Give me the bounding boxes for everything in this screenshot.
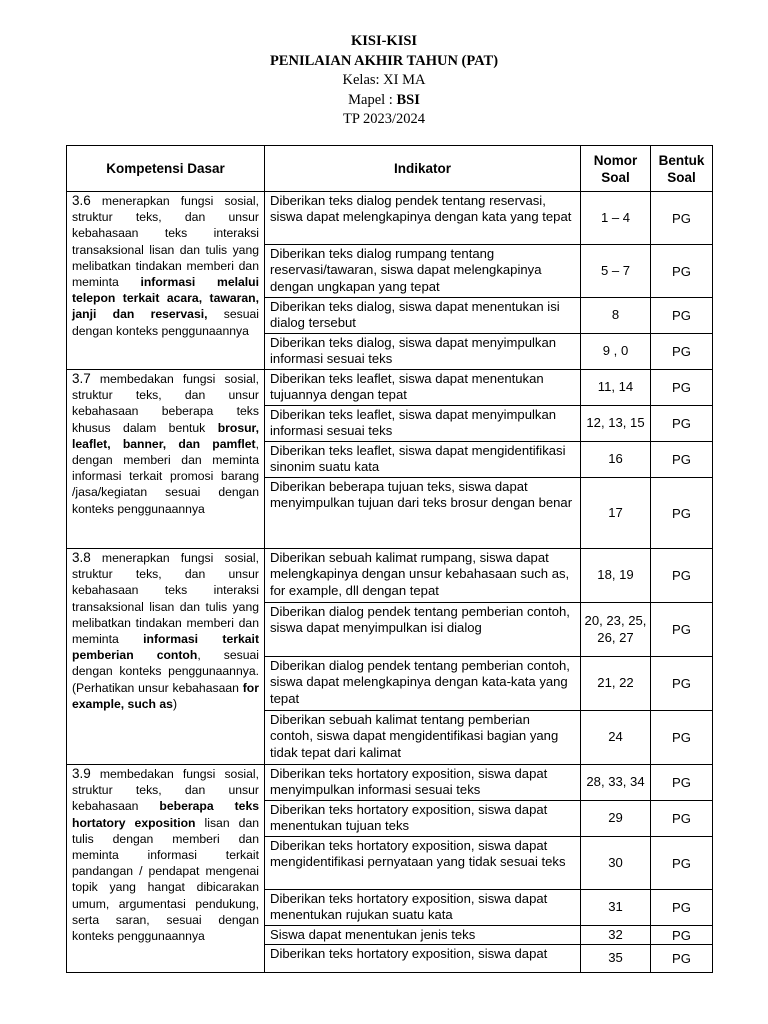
bentuk-soal-cell: PG [651,549,713,603]
kompetensi-dasar-cell [67,192,265,370]
table-row [67,549,713,603]
kd-number: 3.8 [72,550,91,565]
document-header [0,32,768,130]
kd-text: , dengan memberi dan meminta informasi terkait promosi barang /jasa/kegiatan sesuai dengan konteks penggunaannya [72,436,259,516]
kompetensi-dasar-cell [67,370,265,549]
indikator-cell: Diberikan teks hortatory exposition, siswa dapat menentukan tujuan teks [265,801,581,837]
bentuk-soal-cell: PG [651,801,713,837]
bentuk-soal-cell: PG [651,192,713,245]
nomor-soal-cell: 20, 23, 25, 26, 27 [581,603,651,657]
indikator-cell: Diberikan dialog pendek tentang pemberian contoh, siswa dapat melengkapinya dengan kata-kata yang tepat [265,657,581,711]
bentuk-soal-cell: PG [651,890,713,926]
kd-text: brosur, leaflet, banner, dan pamflet [72,420,259,451]
kd-text: sesuai dengan konteks penggunaannya [72,307,259,338]
nomor-soal-cell: 9 , 0 [581,334,651,370]
kd-number: 3.7 [72,371,91,386]
kd-number: 3.6 [72,193,91,208]
bentuk-soal-cell: PG [651,334,713,370]
bentuk-soal-cell: PG [651,711,713,765]
bentuk-soal-cell: PG [651,245,713,298]
kd-text: lisan dan tulis dengan memberi dan meminta informasi terkait pandangan / pendapat mengenai topik yang hangat dibicarakan umum, argumentasi pendukung, serta saran, sesuai dengan konteks penggunaannya [72,815,260,944]
doc-subtitle: PENILAIAN AKHIR TAHUN (PAT) [269,52,499,69]
kd-text: ) [172,696,178,711]
indikator-cell: Diberikan teks leaflet, siswa dapat mengidentifikasi sinonim suatu kata [265,442,581,478]
indikator-cell: Diberikan teks hortatory exposition, siswa dapat [265,945,581,973]
indikator-cell: Diberikan teks leaflet, siswa dapat menyimpulkan informasi sesuai teks [265,406,581,442]
header-bentuk-soal: Bentuk Soal [651,146,713,192]
class-line: Kelas: XI MA [342,72,426,88]
nomor-soal-cell: 21, 22 [581,657,651,711]
header-nomor-soal: Nomor Soal [581,146,651,192]
subject-line [0,91,768,111]
nomor-soal-cell: 11, 14 [581,370,651,406]
header-indikator: Indikator [265,146,581,192]
indikator-cell: Diberikan teks dialog pendek tentang reservasi, siswa dapat melengkapinya dengan kata yang tepat [265,192,581,245]
nomor-soal-cell: 28, 33, 34 [581,765,651,801]
bentuk-soal-cell: PG [651,442,713,478]
table-row [67,192,713,245]
kisi-kisi-table [66,145,713,973]
nomor-soal-cell: 35 [581,945,651,973]
kd-text: menerapkan fungsi sosial, struktur teks, dan unsur kebahasaan teks interaksi transaksional lisan dan tulis yang melibatkan tindakan memberi dan meminta [72,194,259,290]
bentuk-soal-cell: PG [651,945,713,973]
nomor-soal-cell: 18, 19 [581,549,651,603]
nomor-soal-cell: 1 – 4 [581,192,651,245]
indikator-cell: Diberikan teks hortatory exposition, siswa dapat menyimpulkan informasi sesuai teks [265,765,581,801]
kompetensi-dasar-cell [67,765,265,973]
bentuk-soal-cell: PG [651,406,713,442]
indikator-cell: Diberikan dialog pendek tentang pemberian contoh, siswa dapat menyimpulkan isi dialog [265,603,581,657]
kd-number: 3.9 [72,766,91,781]
bentuk-soal-cell: PG [651,837,713,890]
nomor-soal-cell: 32 [581,926,651,945]
bentuk-soal-cell: PG [651,765,713,801]
nomor-soal-cell: 31 [581,890,651,926]
nomor-soal-cell: 8 [581,298,651,334]
nomor-soal-cell: 24 [581,711,651,765]
table-row [67,370,713,406]
kd-text: beberapa teks hortatory exposition [72,799,259,830]
indikator-cell: Siswa dapat menentukan jenis teks [265,926,581,945]
nomor-soal-cell: 17 [581,478,651,549]
bentuk-soal-cell: PG [651,657,713,711]
kd-text: , sesuai dengan konteks penggunaannya. (Perhatikan unsur kebahasaan [72,648,259,695]
table-row [67,765,713,801]
indikator-cell: Diberikan teks dialog rumpang tentang reservasi/tawaran, siswa dapat melengkapinya dengan ungkapan yang tepat [265,245,581,298]
nomor-soal-cell: 29 [581,801,651,837]
year-line: TP 2023/2024 [342,111,426,127]
bentuk-soal-cell: PG [651,370,713,406]
kd-text: for example, such as [72,680,259,711]
indikator-cell: Diberikan teks dialog, siswa dapat menyimpulkan informasi sesuai teks [265,334,581,370]
kd-text: informasi terkait pemberian contoh [72,632,260,663]
nomor-soal-cell: 12, 13, 15 [581,406,651,442]
subject-value: BSI [396,91,420,108]
nomor-soal-cell: 5 – 7 [581,245,651,298]
nomor-soal-cell: 16 [581,442,651,478]
indikator-cell: Diberikan teks hortatory exposition, siswa dapat menentukan rujukan suatu kata [265,890,581,926]
kompetensi-dasar-cell [67,549,265,765]
subject-label: Mapel : [348,91,397,108]
indikator-cell: Diberikan teks leaflet, siswa dapat menentukan tujuannya dengan tepat [265,370,581,406]
indikator-cell: Diberikan teks dialog, siswa dapat menentukan isi dialog tersebut [265,298,581,334]
indikator-cell: Diberikan teks hortatory exposition, siswa dapat mengidentifikasi pernyataan yang tidak sesuai teks [265,837,581,890]
kd-text: menerapkan fungsi sosial, struktur teks, dan unsur kebahasaan teks interaksi transaksional lisan dan tulis yang melibatkan tindakan memberi dan meminta [72,551,259,647]
indikator-cell: Diberikan beberapa tujuan teks, siswa dapat menyimpulkan tujuan dari teks brosur dengan benar [265,478,581,549]
doc-title: KISI-KISI [350,33,418,49]
table-header-row [67,146,713,192]
kd-text: membedakan fungsi sosial, struktur teks, dan unsur kebahasaan beberapa teks khusus dalam bentuk [72,372,259,435]
header-kompetensi-dasar: Kompetensi Dasar [67,146,265,192]
indikator-cell: Diberikan sebuah kalimat rumpang, siswa dapat melengkapinya dengan unsur kebahasaan such as, for example, dll dengan tepat [265,549,581,603]
bentuk-soal-cell: PG [651,298,713,334]
kd-text: membedakan fungsi sosial, struktur teks, dan unsur kebahasaan [72,767,259,814]
nomor-soal-cell: 30 [581,837,651,890]
indikator-cell: Diberikan sebuah kalimat tentang pemberian contoh, siswa dapat mengidentifikasi bagian yang tidak tepat dari kalimat [265,711,581,765]
bentuk-soal-cell: PG [651,478,713,549]
bentuk-soal-cell: PG [651,603,713,657]
kd-text: informasi melalui telepon terkait acara, tawaran, janji dan reservasi, [72,275,259,322]
bentuk-soal-cell: PG [651,926,713,945]
